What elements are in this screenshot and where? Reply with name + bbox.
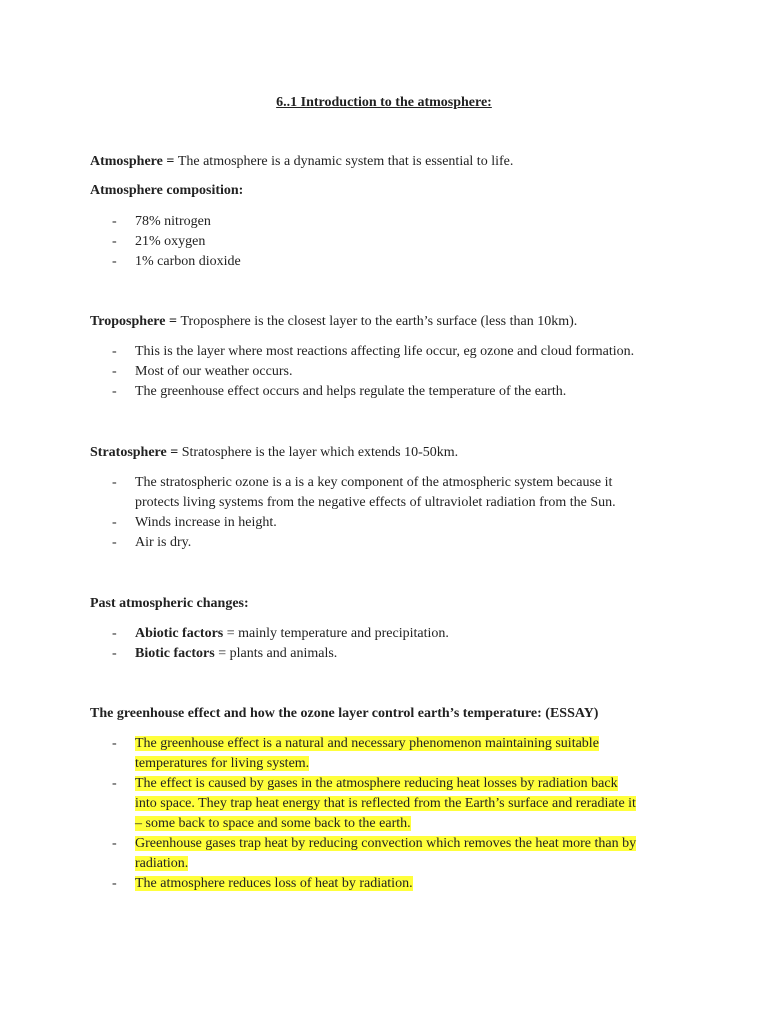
atmosphere-text: The atmosphere is a dynamic system that is essential to life. [177, 154, 514, 169]
list-item: - Most of our weather occurs. [90, 362, 690, 382]
list-item: - The greenhouse effect occurs and helps regulate the temperature of the earth. [90, 382, 690, 402]
list-item: - 1% carbon dioxide [90, 252, 690, 272]
highlighted-text: temperatures for living system. [135, 756, 310, 771]
page-title: 6..1 Introduction to the atmosphere: [276, 95, 492, 110]
greenhouse-list [90, 734, 690, 894]
list-item: - The stratospheric ozone is a is a key component of the atmospheric system because it protects living systems from the negative effects of ultraviolet radiation from the Sun. [112, 475, 616, 510]
dash-bullet: - [112, 364, 117, 379]
stratosphere-text: Stratosphere is the layer which extends 10-50km. [181, 445, 459, 460]
highlighted-text: Greenhouse gases trap heat by reducing convection which removes the heat more than by [135, 836, 637, 851]
dash-bullet: - [112, 876, 117, 891]
dash-bullet: - [112, 344, 117, 359]
list-item: - 78% nitrogen [90, 212, 690, 232]
list-item: - Abiotic factors = mainly temperature and precipitation. [90, 624, 690, 644]
past-heading: Past atmospheric changes: [90, 596, 249, 611]
list-item: - Air is dry. [90, 533, 690, 553]
list-item [90, 874, 690, 894]
dash-bullet: - [112, 736, 117, 751]
atmosphere-eq: = [162, 154, 178, 169]
dash-bullet: - [112, 646, 117, 661]
dash-bullet: - [112, 384, 117, 399]
dash-bullet: - [112, 475, 117, 490]
troposphere-definition: Troposphere = Troposphere is the closest layer to the earth’s surface (less than 10km). [90, 314, 578, 329]
stratosphere-term: Stratosphere [90, 445, 167, 460]
dash-bullet: - [112, 214, 117, 229]
biotic-term: Biotic factors [135, 646, 215, 661]
highlighted-text: radiation. [135, 856, 189, 871]
dash-bullet: - [112, 626, 117, 641]
stratosphere-definition: Stratosphere = Stratosphere is the layer which extends 10-50km. [90, 445, 459, 460]
greenhouse-heading: The greenhouse effect and how the ozone layer control earth’s temperature: (ESSAY) [90, 706, 599, 721]
highlighted-text: The atmosphere reduces loss of heat by radiation. [135, 876, 413, 891]
list-item [90, 834, 690, 874]
list-item [90, 734, 690, 774]
abiotic-term: Abiotic factors [135, 626, 224, 641]
stratosphere-list [90, 473, 690, 553]
highlighted-text: into space. They trap heat energy that is reflected from the Earth’s surface and reradiate it [135, 796, 636, 811]
list-item: - This is the layer where most reactions affecting life occur, eg ozone and cloud formation. [90, 342, 690, 362]
dash-bullet: - [112, 515, 117, 530]
dash-bullet: - [112, 836, 117, 851]
highlighted-text: The greenhouse effect is a natural and necessary phenomenon maintaining suitable [135, 736, 599, 751]
list-item [90, 774, 690, 834]
atmosphere-definition [90, 152, 690, 172]
atmosphere-term: Atmosphere [90, 154, 163, 169]
list-item: - Biotic factors = plants and animals. [90, 644, 690, 664]
dash-bullet: - [112, 776, 117, 791]
list-item: - 21% oxygen [90, 232, 690, 252]
dash-bullet: - [112, 254, 117, 269]
dash-bullet: - [112, 535, 117, 550]
dash-bullet: - [112, 234, 117, 249]
list-item: - Winds increase in height. [90, 513, 690, 533]
composition-heading: Atmosphere composition: [90, 183, 244, 198]
past-list [90, 624, 690, 664]
highlighted-text: The effect is caused by gases in the atmosphere reducing heat losses by radiation back [135, 776, 618, 791]
troposphere-term: Troposphere [90, 314, 166, 329]
troposphere-list [90, 342, 690, 402]
highlighted-text: – some back to space and some back to the earth. [135, 816, 411, 831]
composition-list [90, 212, 690, 272]
troposphere-text: Troposphere is the closest layer to the earth’s surface (less than 10km). [180, 314, 578, 329]
